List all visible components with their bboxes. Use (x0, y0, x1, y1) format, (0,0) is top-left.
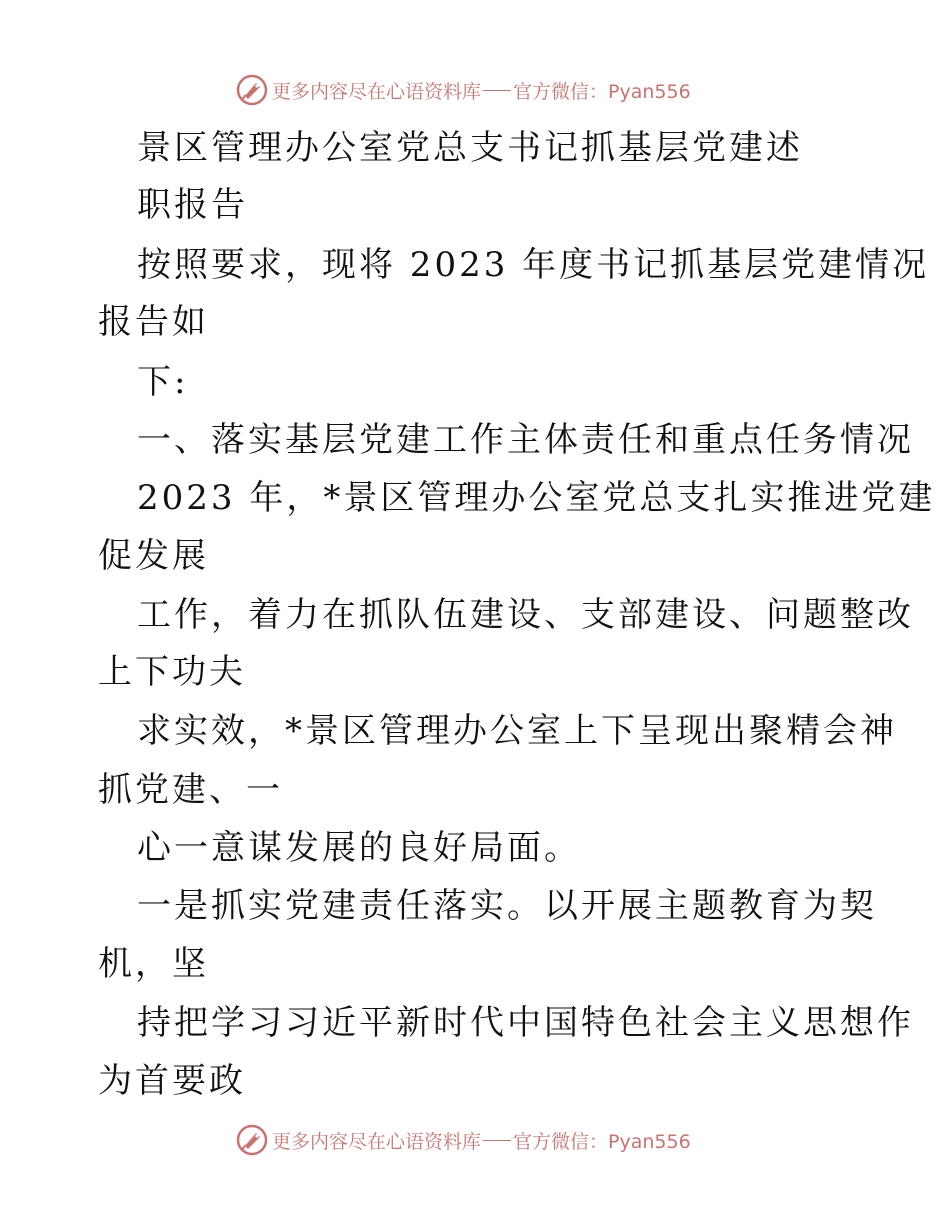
doc-text-line: 按照要求，现将 2023 年度书记抓基层党建情况 (137, 245, 930, 285)
footer-watermark (236, 1123, 691, 1157)
doc-text-line: 2023 年，*景区管理办公室党总支扎实推进党建 (137, 478, 936, 518)
header-watermark (236, 73, 691, 107)
doc-text-line: 促发展 (98, 536, 209, 576)
doc-text-line: 报告如 (98, 302, 209, 342)
doc-title-line-1: 景区管理办公室党总支书记抓基层党建述 (137, 128, 803, 168)
pen-nib-logo-icon (236, 1124, 268, 1156)
doc-text-line: 持把学习习近平新时代中国特色社会主义思想作 (137, 1003, 914, 1043)
doc-text-line: 心一意谋发展的良好局面。 (137, 828, 581, 868)
doc-text-line: 一是抓实党建责任落实。以开展主题教育为契 (137, 886, 877, 926)
doc-text-line: 求实效，*景区管理办公室上下呈现出聚精会神 (137, 711, 897, 751)
pen-nib-logo-icon (236, 74, 268, 106)
watermark-dash (483, 1140, 511, 1141)
doc-text-line: 下: (137, 362, 189, 402)
watermark-dash (483, 90, 511, 91)
doc-text-line: 上下功夫 (98, 652, 246, 692)
doc-text-line: 工作，着力在抓队伍建设、支部建设、问题整改 (137, 595, 914, 635)
doc-title-line-2: 职报告 (137, 185, 248, 225)
doc-section-heading: 一、落实基层党建工作主体责任和重点任务情况 (137, 420, 914, 460)
doc-text-line: 抓党建、一 (98, 770, 283, 810)
watermark-contact: 官方微信：Pyan556 (513, 1130, 691, 1153)
doc-text-line: 为首要政 (98, 1061, 246, 1101)
watermark-brand: 更多内容尽在心语资料库 (272, 80, 482, 103)
watermark-contact: 官方微信：Pyan556 (513, 80, 691, 103)
doc-text-line: 机，坚 (98, 944, 209, 984)
watermark-brand: 更多内容尽在心语资料库 (272, 1130, 482, 1153)
